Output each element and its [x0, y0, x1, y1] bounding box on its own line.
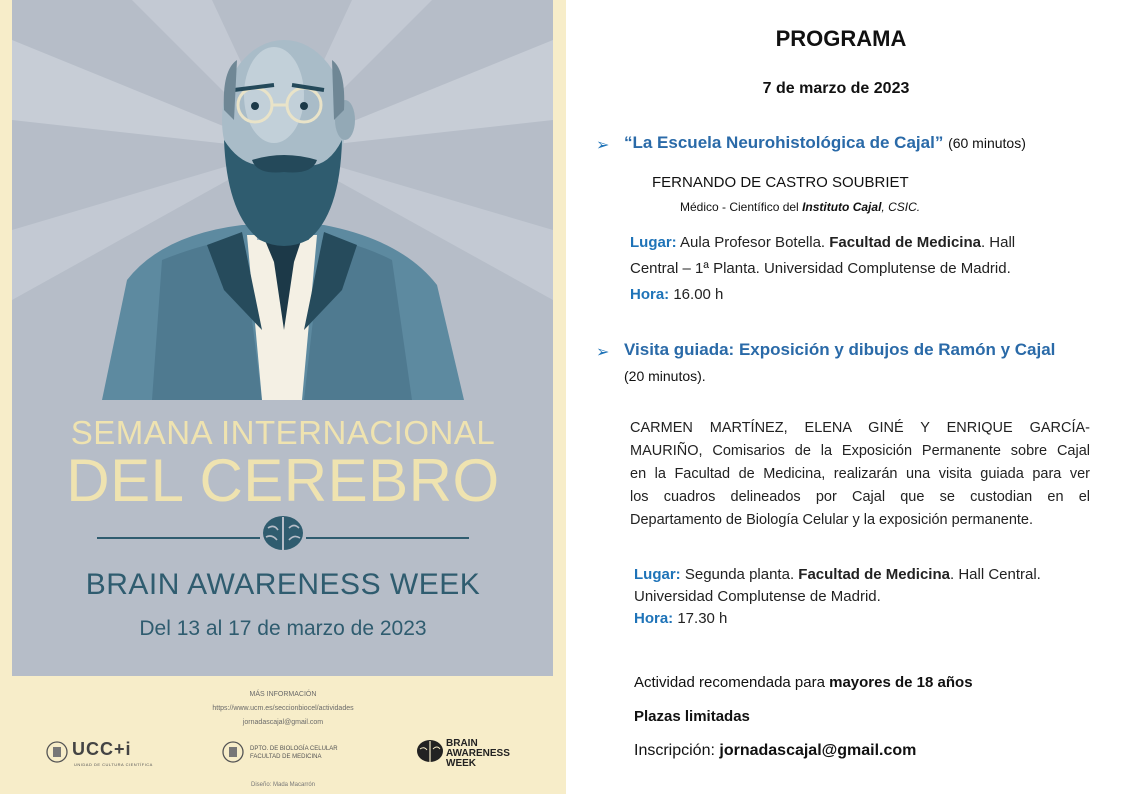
baw-logo-line2: AWARENESS [446, 748, 510, 759]
item2-time-label: Hora: [634, 610, 674, 627]
item2-place-a: Segunda planta. [684, 566, 799, 583]
baw-logo-line3: WEEK [446, 758, 476, 769]
recommended-age: mayores de 18 años [829, 674, 973, 691]
poster-subtitle: BRAIN AWARENESS WEEK [85, 568, 481, 601]
item1-role-institute: Instituto Cajal [802, 200, 882, 214]
item2-location-block [634, 564, 1104, 630]
dept-logo-line2: FACULTAD DE MEDICINA [250, 754, 322, 760]
item2-place-b: Facultad de Medicina [798, 566, 950, 583]
recommended-prefix: Actividad recomendada para [634, 674, 830, 691]
item1-place-b: Facultad de Medicina [829, 234, 981, 251]
item2-place-line1 [634, 564, 1104, 586]
registration-line [634, 742, 916, 760]
item2-place-label: Lugar: [634, 566, 681, 583]
item2-desc-line5: Departamento de Biología Celular y la exposición permanente. [630, 512, 1034, 528]
item2-desc-line1: CARMEN MARTÍNEZ, ELENA GINÉ Y ENRIQUE GARCÍA- [630, 420, 1090, 436]
item2-time: 17.30 h [677, 610, 728, 627]
item2-title: Visita guiada: Exposición y dibujos de Ramón y Cajal [624, 340, 1056, 359]
limited-places: Plazas limitadas [634, 708, 750, 725]
dept-seal-icon [222, 741, 244, 763]
dept-logo-text [250, 745, 338, 761]
item2-description [630, 417, 1090, 532]
recommended-note [634, 674, 973, 691]
more-info-email[interactable]: jornadascajal@gmail.com [242, 719, 324, 726]
item2-desc-line4: los cuadros delineados por Cajal que se custodian en el [630, 489, 1090, 505]
item1-place-a: Aula Profesor Botella. [680, 234, 830, 251]
item1-time-line [630, 282, 1090, 308]
item2-desc-line3: en la Facultad de Medicina, realizarán una visita guiada para ver [630, 466, 1090, 482]
dept-logo-line1: DPTO. DE BIOLOGÍA CELULAR [250, 746, 338, 752]
item1-place-line1 [630, 230, 1090, 256]
baw-logo-line1: BRAIN [446, 738, 478, 749]
item2-desc-line2: MAURIÑO, Comisarios de la Exposición Permanente sobre Cajal [630, 443, 1090, 459]
program-heading: PROGRAMA [775, 26, 907, 51]
program-date: 7 de marzo de 2023 [762, 80, 910, 97]
item1-title-row [624, 133, 1026, 153]
ucci-logo-subtitle: UNIDAD DE CULTURA CIENTÍFICA [74, 762, 153, 767]
design-credit: Diseño: Mada Macarrón [250, 782, 316, 788]
bullet-arrow-icon: ➢ [596, 344, 610, 361]
left-divider [97, 537, 260, 539]
item1-role-prefix: Médico - Científico del [680, 200, 803, 214]
right-divider [306, 537, 469, 539]
item1-title: “La Escuela Neurohistológica de Cajal” [624, 133, 944, 152]
item1-time-label: Hora: [630, 286, 670, 303]
item1-place-c: . Hall [980, 234, 1016, 251]
baw-logo-text [446, 739, 510, 769]
more-info-block [0, 688, 566, 730]
more-info-label: MÁS INFORMACIÓN [249, 691, 317, 698]
item2-place-c: . Hall Central. [949, 566, 1041, 583]
poster-dates: Del 13 al 17 de marzo de 2023 [139, 617, 427, 640]
item1-time: 16.00 h [673, 286, 724, 303]
sponsor-logos [0, 735, 566, 775]
more-info-url[interactable]: https://www.ucm.es/seccionbiocel/actividades [212, 705, 354, 712]
registration-email[interactable]: jornadascajal@gmail.com [719, 742, 917, 759]
item1-place-label: Lugar: [630, 234, 677, 251]
item1-place-line2: Central – 1ª Planta. Universidad Complutense de Madrid. [630, 260, 1011, 277]
item1-role-suffix: , CSIC. [881, 200, 921, 214]
item2-place-line2: Universidad Complutense de Madrid. [634, 588, 881, 605]
registration-label: Inscripción: [634, 742, 720, 759]
baw-brain-logo-icon [415, 737, 445, 767]
item2-time-line [634, 608, 1104, 630]
poster-title-line1: SEMANA INTERNACIONAL [70, 414, 496, 451]
ucm-seal-icon [46, 741, 68, 763]
item1-role [680, 200, 920, 214]
poster-title-line2: DEL CEREBRO [66, 447, 500, 514]
ucci-logo-text: UCC+i [72, 739, 132, 759]
bullet-arrow-icon: ➢ [596, 137, 610, 154]
item1-duration: (60 minutos) [948, 135, 1026, 151]
brain-icon [260, 510, 306, 556]
item2-duration: (20 minutos). [624, 368, 706, 384]
item1-location-block [630, 230, 1090, 308]
item1-speaker: FERNANDO DE CASTRO SOUBRIET [652, 174, 909, 191]
event-poster [0, 0, 566, 794]
